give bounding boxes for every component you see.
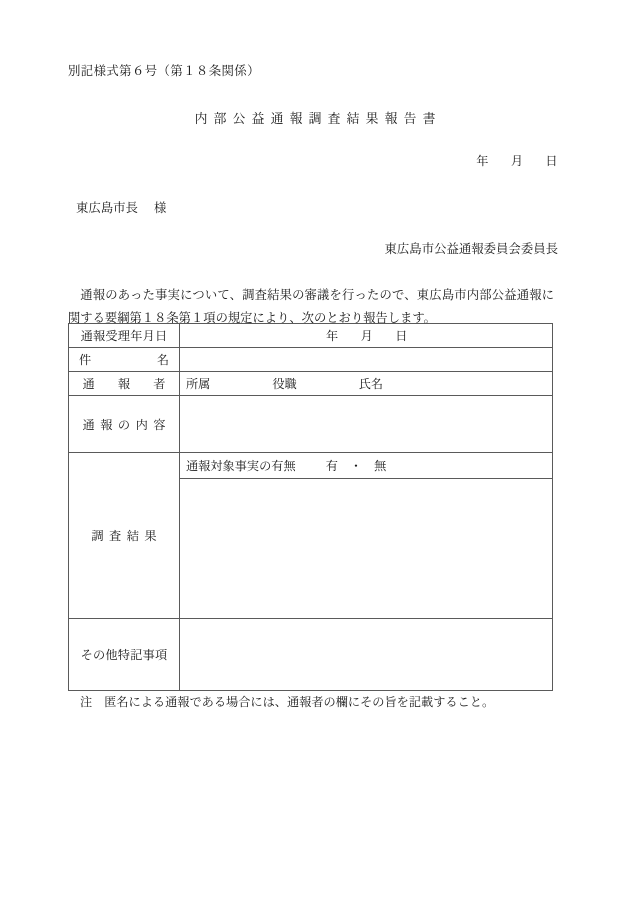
field-remarks[interactable] [180,619,553,691]
reporter-name-label: 氏名 [358,377,384,391]
fact-option-yes[interactable]: 有 [325,459,338,473]
table-row [69,396,553,453]
table-row [69,348,553,372]
footnote-text: 匿名による通報である場合には、通報者の欄にその旨を記載すること。 [104,695,495,709]
field-subject[interactable] [180,348,553,372]
addressee [76,199,166,218]
reporter-affiliation-label: 所属 [186,377,211,391]
date-year-label: 年 [476,154,489,168]
row-label-subject-first: 件 [79,353,92,367]
field-investigation-result-detail[interactable] [180,479,553,619]
table-row [69,324,553,348]
row-label-acceptance-date: 通報受理年月日 [69,324,180,348]
field-reporter[interactable] [180,372,553,396]
row-label-remarks: その他特記事項 [69,619,180,691]
date-month-label: 月 [510,154,524,168]
fact-existence-label: 通報対象事実の有無 [186,459,296,473]
table-row [69,453,553,479]
reporter-position-label: 役職 [272,377,297,391]
row-label-investigation-result: 調査結果 [69,453,180,619]
acceptance-month-label: 月 [360,329,374,343]
fact-option-separator: ・ [349,459,363,473]
footnote-mark: 注 [80,695,93,709]
form-number: 別記様式第６号（第１８条関係） [68,64,260,78]
footnote [68,693,494,710]
addressee-honorific: 様 [153,201,167,215]
page-title: 内部公益通報調査結果報告書 [194,112,442,126]
field-acceptance-date[interactable] [180,324,553,348]
row-label-reporter: 通 報 者 [69,372,180,396]
fact-option-no[interactable]: 無 [374,459,387,473]
report-form-table [68,323,553,691]
field-fact-existence[interactable] [180,453,553,479]
field-report-content[interactable] [180,396,553,453]
row-label-subject [69,348,180,372]
signatory: 東広島市公益通報委員会委員長 [384,242,558,256]
row-label-report-content: 通報の内容 [69,396,180,453]
acceptance-day-label: 日 [395,329,408,343]
table-row [69,619,553,691]
row-label-subject-last: 名 [156,353,169,367]
body-paragraph: 通報のあった事実について、調査結果の審議を行ったので、東広島市内部公益通報に関する要綱第１８条第１項の規定により、次のとおり報告します。 [68,288,554,325]
document-date-line [476,152,558,171]
addressee-name: 東広島市長 [76,201,138,215]
acceptance-year-label: 年 [326,329,339,343]
table-row [69,372,553,396]
date-day-label: 日 [545,154,558,168]
